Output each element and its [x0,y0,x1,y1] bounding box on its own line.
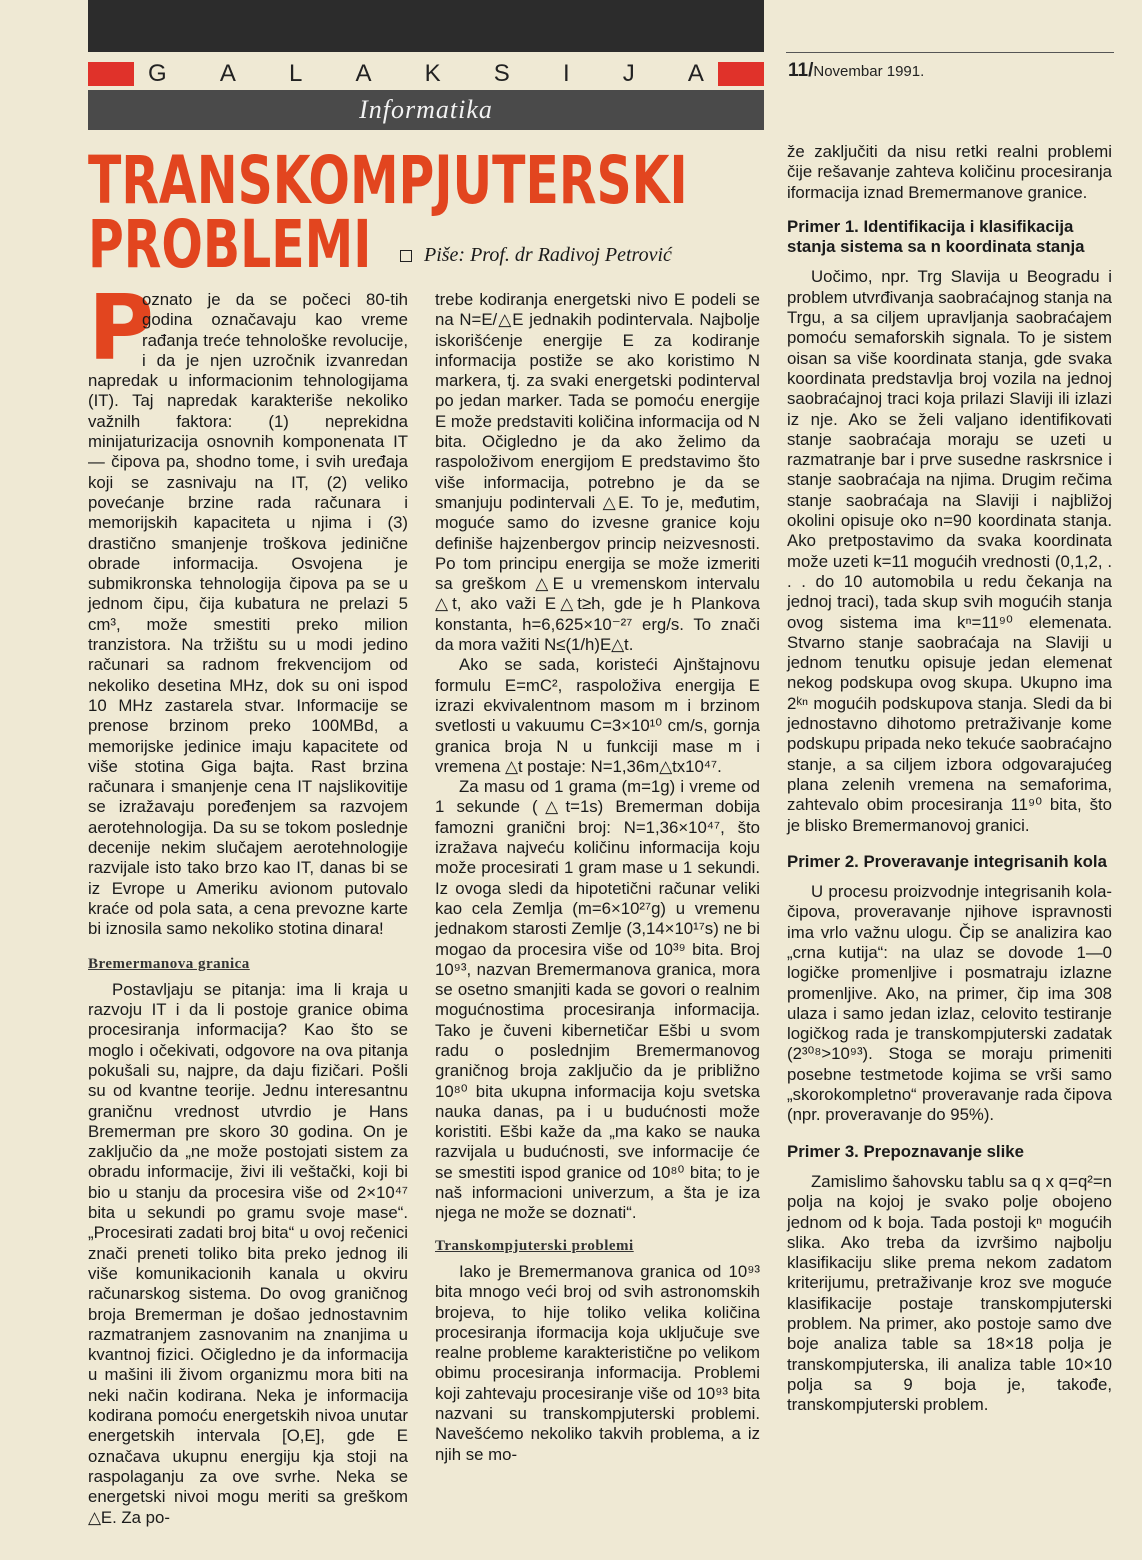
masthead-letter: L [288,60,303,87]
paragraph: že zaključiti da nisu retki realni problemi čije rešavanje zahteva količinu procesiranja iformacija iznad Bremermanove granice. [787,142,1112,202]
masthead-letters [148,60,704,88]
byline [400,244,672,267]
issue-rule [786,52,1114,53]
masthead-red-block-left [88,62,134,86]
masthead-letter: A [219,60,236,87]
top-dark-bar [88,0,764,52]
column-3 [787,142,1112,1416]
subheading-transcomputer: Transkompjuterski problemi [435,1237,634,1254]
masthead-letter: A [687,60,704,87]
paragraph: Ako se sada, koristeći Ajnštajnovu formulu E=mC², raspoloživa energija E izrazi ekvivalentnom masom m i brzinom svetlosti u vakuumu C=3×10¹⁰ cm/s, gornja granica broja N u funkciji mase m i vremena △t postaje: N=1,36m△tx10⁴⁷. [435,655,760,776]
article-title-line2: PROBLEMI [88,206,372,283]
example-3-heading: Primer 3. Prepoznavanje slike [787,1141,1024,1161]
masthead-letter: A [355,60,372,87]
square-bullet-icon [400,250,412,262]
issue-number: 11/ [788,60,814,81]
byline-text: Piše: Prof. dr Radivoj Petrović [424,244,672,266]
masthead-red-block-right [718,62,764,86]
issue-date [788,60,924,82]
subheading-bremerman: Bremermanova granica [88,955,250,972]
paragraph: Iako je Bremermanova granica od 10⁹³ bita mnogo veći broj od svih astronomskih brojeva, to hije toliko velika količina procesiranja iformacija koja uključuje sve realne probleme karakteristične po velikom obimu procesiranja informacija. Problemi koji zahtevaju procesiranje više od 10⁹³ bita nazvani su transkompjuterski problemi. Navešćemo nekoliko takvih problema, a iz njih se mo- [435,1261,760,1464]
column-2 [435,290,760,1465]
example-1-text: Uočimo, npr. Trg Slavija u Beogradu i problem utvrđivanja saobraćajnog stanja na Trgu, a sa ciljem upravljanja saobraćajem pomoću semaforskih signala. To je sistem oisan sa više koordinata stanja, gde svaka koordinata predstavlja broj vozila na jednoj saobraćajnoj traci koja prilazi Slaviji ili izlazi iz nje. Ako se želi valjano identifikovati stanje saobraćaja moraju se uzeti u razmatranje bar i prve susedne raskrsnice i stanje saobraćaja na njima. Drugim rečima stanje saobraćaja na Slaviji i najbližoj okolini opisuje oko n=90 koordinata stanja. Ako pretpostavimo da svaka koordinata može uzeti k=11 mogućih vrednosti (0,1,2, . . . do 10 automobila u redu čekanja na jednoj traci), tada skup svih mogućih stanja ovog sistema ima kⁿ=11⁹⁰ elemenata. Stvarno stanje saobraćaja na Slaviji u jednom tenutku opisuje jedan elemenat nekog podskupa ovog skupa. Ukupno ima 2ᵏⁿ mogućih podskupova stanja. Sledi da bi jednostavno dihotomo pretraživanje kome podskupu pripada neko tekuće saobraćajno stanje, a sa ciljem izbora odgovarajućeg plana zelenih vremena na semaforima, zahtevalo obim procesiranja 11⁹⁰ bita, što je blisko Bremermanovoj granici. [787,267,1112,835]
masthead-letter: G [148,60,167,87]
section-banner: Informatika [88,90,764,130]
paragraph: Postavljaju se pitanja: ima li kraja u razvoju IT i da li postoje granice obima procesiranja informacija? Kao što se moglo i očekivati, odgovore na ova pitanja pokušali su, najpre, da daju fizičari. Pošli su od kvantne teorije. Jednu interesantnu graničnu vrednost utvrdio je Hans Bremerman pre skoro 30 godina. On je zaključio da „ne može postojati sistem za obradu informacije, živi ili veštački, koji bi bio u stanju da procesira više od 2×10⁴⁷ bita u sekundi po gramu svoje mase“. „Procesirati zadati broj bita“ u ovoj rečenici znači preneti toliko bita preko jednog ili više komunikacionih kanala u okviru računarskog sistema. Do ovog graničnog broja Bremerman je došao jednostavnim razmatranjem zasnovanim na znanjima u kvantnoj fizici. Očigledno je da informacija u mašini ili živom organizmu mora biti na neki način kodirana. Neka je informacija kodirana pomoću energetskih nivoa unutar energetskih intervala [O,E], gde E označava ukupnu energiju kja stoji na raspolaganju za ove svrhe. Neka se energetski nivoi mogu meriti sa greškom △E. Za po- [88,979,408,1527]
masthead-letter: J [622,60,635,87]
intro-paragraph [88,276,408,940]
example-2-heading: Primer 2. Proveravanje integrisanih kola [787,851,1107,871]
example-3-text: Zamislimo šahovsku tablu sa q x q=q²=n polja na kojoj je svako polje obojeno jednom od k boja. Tada postoji kⁿ mogućih slika. Ako treba da izvršimo najbolju klasifikaciju slike prema nekom zadatom kriterijumu, pretraživanje kroz sve moguće klasifikacije postaje transkompjuterski problem. Na primer, ako postoje samo dve boje analiza table sa 18×18 polja je transkompjuterska, ili analiza table 10×10 polja sa 9 boja je, takođe, transkompjuterski problem. [787,1171,1112,1415]
masthead-letter: S [493,60,510,87]
example-1-heading: Primer 1. Identifikacija i klasifikacija stanja sistema sa n koordinata stanja [787,216,1085,257]
article-title-line1: TRANSKOMPJUTERSKI [88,142,688,219]
masthead-letter: K [424,60,441,87]
example-2-text: U procesu proizvodnje integrisanih kola-čipova, proveravanje njihove ispravnosti ima vrlo važnu ulogu. Čip se analizira kao „crna kutija“: na ulaz se dovode 1—0 logičke promenljive i posmatraju izlazne promenljive. Ako, na primer, čip ima 308 ulaza i samo jedan izlaz, celovito testiranje logičkog rada je transkompjuterski zadatak (2³⁰⁸>10⁹³). Stoga se moraju primeniti posebne testmetode kojima se vrši samo „skorokompletno“ proveravanje rada čipova (npr. proveravanje do 95%). [787,882,1112,1125]
drop-cap: P [88,276,154,381]
issue-month: Novembar 1991. [813,63,925,80]
intro-text: oznato je da se počeci 80-tih godina označavaju kao vreme rađanja treće tehnološke revolucije, i da je njen uzročnik izvanredan napredak u informacionim tehnologijama (IT). Taj napredak karakteriše nekoliko važnilh faktora: (1) neprekidna minijaturizacija osnovnih komponenata IT — čipova pa, shodno tome, i svih uređaja koji se zasnivaju na IT, (2) veliko povećanje brzine rada računara i memorijskih kapaciteta u njima i (3) drastično smanjenje troškova jedinične obrade informacija. Osvojena je submikronska tehnologija čipova pa se u jednom čipu, čija kubatura ne prelazi 5 cm³, može smestiti preko milion tranzistora. Na tržištu su u modi jedino računari sa radnom frekvencijom od nekoliko desetina MHz, dok su oni ispod 10 MHz zastarela stvar. Informacije se prenose brzinom preko 100MBd, a memorijske jedinice imaju kapacitete od više stotina Giga bajta. Rast brzina računara i smanjenje cena IT najslikovitije se izražavaju poređenjem sa razvojem aerotehnologija. Da su se tokom poslednje decenije nekim slučajem aerotehnologije razvijale isto tako brzo kao IT, danas bi se iz Evrope u Ameriku avionom putovalo kraće od pola sata, a cena prevozne karte bi iznosila samo nekoliko stotina dinara! [88,290,408,939]
paragraph: Za masu od 1 grama (m=1g) i vreme od 1 sekunde (△t=1s) Bremerman dobija famozni granični broj: N=1,36×10⁴⁷, što izražava najveću količinu informacija koju može procesirati 1 gram mase u 1 sekundi. Iz ovoga sledi da hipotetični računar veliki kao cela Zemlja (m=6×10²⁷g) u vremenu jednakom starosti Zemlje (3,14×10¹⁷s) ne bi mogao da procesira više od 10³⁹ bita. Broj 10⁹³, nazvan Bremermanova granica, mora se osetno smanjiti kada se govori o realnim mogućnostima procesiranja informacija. Tako je čuveni kibernetičar Ešbi u svom radu o poslednjim Bremermanovog graničnog broja zaključio da je približno 10⁸⁰ bita ukupna informacija koju svetska nauka danas, pa i u budućnosti može koristiti. Ešbi kaže da „ma kako se nauka razvijala u budućnosti, sve informacije će se smestiti ispod granice od 10⁸⁰ bita; to je naš informacioni univerzum, a šta je iza njega ne može se doznati“. [435,777,760,1223]
masthead [88,60,764,88]
column-1 [88,276,408,1528]
masthead-letter: I [562,60,570,87]
paragraph: trebe kodiranja energetski nivo E podeli se na N=E/△E jednakih podintervala. Najbolje iskorišćenje energije E za kodiranje informacija postiže se ako koristimo N markera, tj. za svaki energetski podinterval po jedan marker. Tada se pomoću energije E može predstaviti količina informacija od N bita. Očigledno je da ako želimo da raspoloživom energijom E predstavimo što više informacija, potrebno je da se smanjuju podintervali △E. To je, međutim, moguće samo do izvesne granice koju definiše hajzenbergov princip neizvesnosti. Po tom principu energija se može izmeriti sa greškom △E u vremenskom intervalu △t, ako važi E△t≥h, gde je h Plankova konstanta, h=6,625×10⁻²⁷ erg/s. To znači da mora važiti N≤(1/h)E△t. [435,290,760,655]
